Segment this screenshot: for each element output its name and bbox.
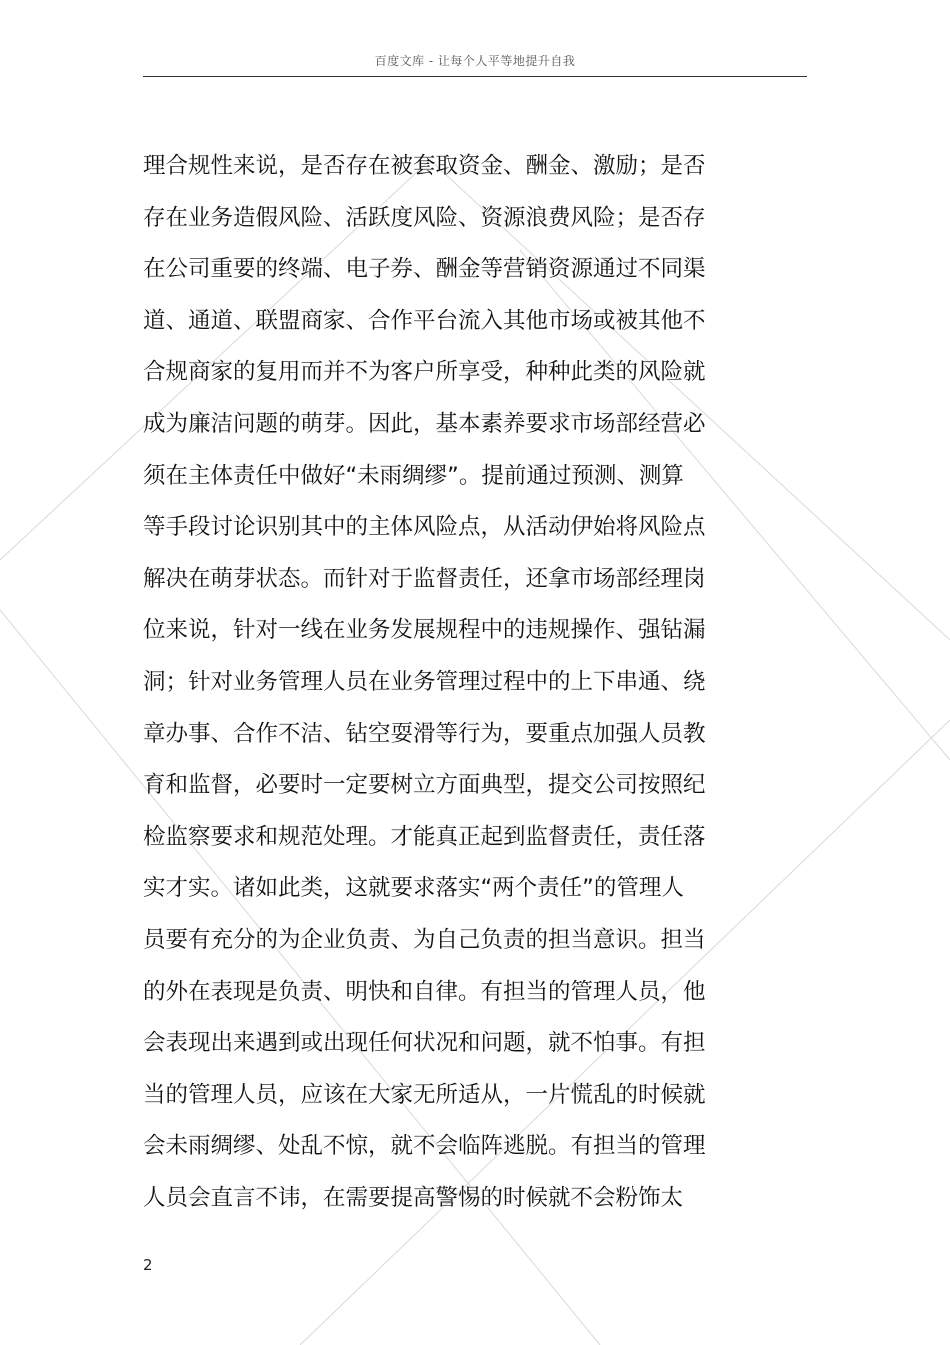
text-line: 成为廉洁问题的萌芽。因此，基本素养要求市场部经营必: [143, 410, 706, 437]
text-line: 解决在萌芽状态。而针对于监督责任，还拿市场部经理岗: [143, 565, 706, 592]
text-line: 洞；针对业务管理人员在业务管理过程中的上下串通、绕: [143, 668, 706, 695]
text-line: 人员会直言不讳，在需要提高警惕的时候就不会粉饰太: [143, 1184, 684, 1211]
text-line: 位来说，针对一线在业务发展规程中的违规操作、强钻漏: [143, 617, 706, 644]
text-line: 等手段讨论识别其中的主体风险点，从活动伊始将风险点: [143, 514, 706, 541]
text-line: 检监察要求和规范处理。才能真正起到监督责任，责任落: [143, 823, 706, 850]
document-body: [143, 145, 723, 1228]
text-line: 合规商家的复用而并不为客户所享受，种种此类的风险就: [143, 359, 706, 386]
text-line: 道、通道、联盟商家、合作平台流入其他市场或被其他不: [143, 307, 706, 334]
page-number: 2: [143, 1256, 153, 1274]
page-header: [143, 50, 807, 77]
text-line: 章办事、合作不洁、钻空耍滑等行为，要重点加强人员教: [143, 720, 706, 747]
text-line: 理合规性来说，是否存在被套取资金、酬金、激励；是否: [143, 153, 706, 179]
text-line: 员要有充分的为企业负责、为自己负责的担当意识。担当: [143, 926, 706, 953]
text-line: 当的管理人员，应该在大家无所适从，一片慌乱的时候就: [143, 1081, 706, 1108]
text-line: 在公司重要的终端、电子券、酬金等营销资源通过不同渠: [143, 256, 706, 283]
header-title: 百度文库 - 让每个人平等地提升自我: [374, 54, 576, 68]
text-line: 育和监督，必要时一定要树立方面典型，提交公司按照纪: [143, 772, 706, 799]
text-line: 须在主体责任中做好“未雨绸缪”。提前通过预测、测算: [143, 462, 684, 489]
text-line: 的外在表现是负责、明快和自律。有担当的管理人员，他: [143, 978, 706, 1005]
text-line: 实才实。诸如此类，这就要求落实“两个责任”的管理人: [143, 875, 684, 902]
text-line: 会表现出来遇到或出现任何状况和问题，就不怕事。有担: [143, 1030, 706, 1057]
text-line: 会未雨绸缪、处乱不惊，就不会临阵逃脱。有担当的管理: [143, 1133, 706, 1160]
text-line: 存在业务造假风险、活跃度风险、资源浪费风险；是否存: [143, 204, 706, 231]
